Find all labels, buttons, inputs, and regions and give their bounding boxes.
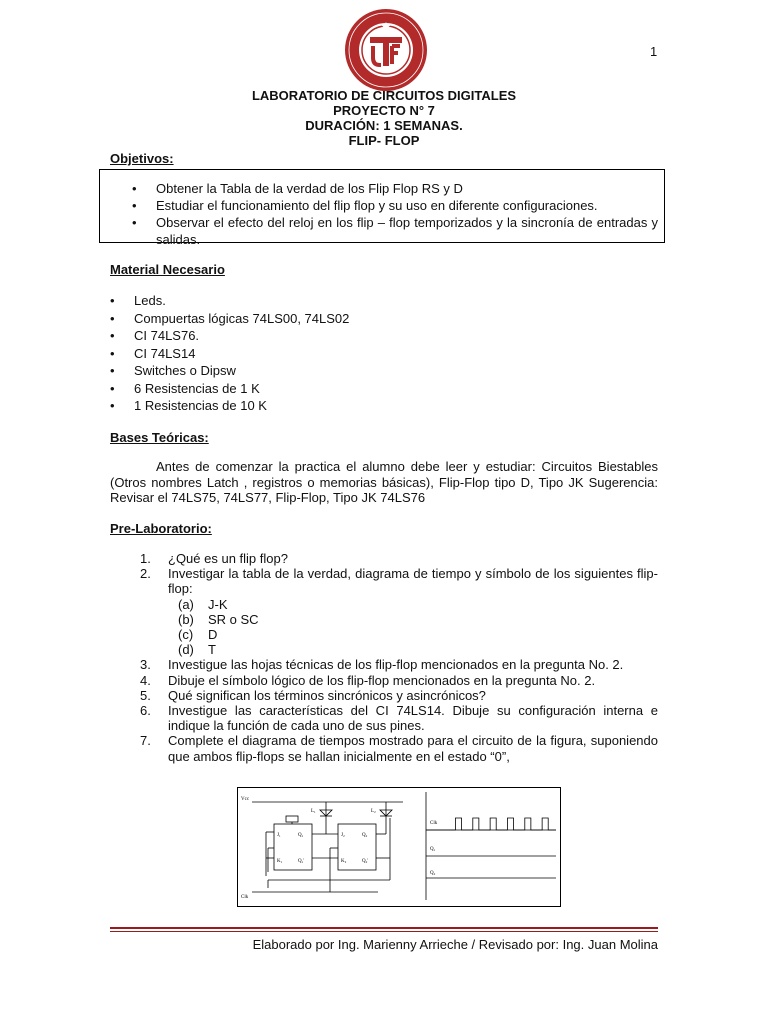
svg-text:K₁: K₁ <box>277 859 283 864</box>
list-item: • Leds. <box>110 292 610 310</box>
footer-rule-thin <box>110 931 658 932</box>
document-titles <box>0 88 768 148</box>
svg-text:L₂: L₂ <box>371 809 376 814</box>
timing-clk-label: Clk <box>430 821 438 826</box>
clock-waveform <box>426 818 556 830</box>
sub-item: (a) J-K <box>178 596 228 612</box>
list-item: 1. ¿Qué es un flip flop? <box>140 551 288 566</box>
bases-heading: Bases Teóricas: <box>110 430 209 445</box>
svg-text:K₂: K₂ <box>341 859 347 864</box>
prelab-heading: Pre-Laboratorio: <box>110 521 212 536</box>
list-item: • CI 74LS14 <box>110 345 610 363</box>
page-number: 1 <box>650 44 658 59</box>
list-item: 2. Investigar la tabla de la verdad, diagrama de tiempo y símbolo de los siguientes flip-flop: (a) J-K (b) SR o SC (c) D (d) T <box>140 566 658 658</box>
clk-input-label: Clk <box>241 895 249 900</box>
svg-text:Q₁: Q₁ <box>298 833 304 838</box>
svg-text:L₁: L₁ <box>311 809 316 814</box>
list-item: • 6 Resistencias de 1 K <box>110 380 610 398</box>
svg-text:Q₂': Q₂' <box>362 859 369 864</box>
topic-title: FLIP- FLOP <box>348 133 420 148</box>
list-item: 7. Complete el diagrama de tiempos mostrado para el circuito de la figura, suponiendo que ambos flip-flops se hallan inicialmente en el estado “0”, <box>140 733 658 764</box>
sub-item: (c) D <box>178 627 218 643</box>
circuit-diagram <box>238 788 559 905</box>
objectives-list <box>132 180 658 248</box>
list-item: • Observar el efecto del reloj en los flip – flop temporizados y la sincronía de entradas y salidas. <box>132 214 658 248</box>
list-item: • Obtener la Tabla de la verdad de los Flip Flop RS y D <box>132 180 658 197</box>
timing-q2-label: Q₂ <box>430 871 436 876</box>
project-number: PROYECTO N° 7 <box>333 103 435 118</box>
materials-heading: Material Necesario <box>110 262 225 277</box>
list-item: • Switches o Dipsw <box>110 362 610 380</box>
svg-text:Q₁': Q₁' <box>298 859 305 864</box>
list-item: • Compuertas lógicas 74LS00, 74LS02 <box>110 310 610 328</box>
list-item: 6. Investigue las características del CI 74LS14. Dibuje su configuración interna e indique la función de cada uno de sus pines. <box>140 703 658 734</box>
prelab-sublist <box>168 597 658 658</box>
timing-q1-label: Q₁ <box>430 847 436 852</box>
materials-list <box>110 292 610 415</box>
lab-title: LABORATORIO DE CIRCUITOS DIGITALES <box>251 88 517 103</box>
sub-item: (d) T <box>178 642 216 658</box>
svg-text:Q₂: Q₂ <box>362 833 368 838</box>
prelab-list <box>140 551 658 764</box>
svg-text:J₂: J₂ <box>341 833 345 838</box>
university-logo <box>340 8 432 92</box>
sub-item: (b) SR o SC <box>178 611 259 627</box>
list-item: • CI 74LS76. <box>110 327 610 345</box>
bases-paragraph <box>110 459 658 506</box>
footer-rule <box>110 927 658 929</box>
objectives-heading: Objetivos: <box>110 151 174 166</box>
bases-text: Antes de comenzar la practica el alumno debe leer y estudiar: Circuitos Biestables (Otros nombres Latch , registros o memorias básicas), Flip-Flop tipo D, Tipo JK Sugerencia: Revisar el 74LS75, 74LS77, Flip-Flop, Tipo JK 74LS76 <box>110 459 658 505</box>
svg-text:J₁: J₁ <box>277 833 281 838</box>
duration: DURACIÓN: 1 SEMANAS. <box>305 118 463 133</box>
list-item: 3. Investigue las hojas técnicas de los flip-flop mencionados en la pregunta No. 2. <box>140 657 624 673</box>
footer-credits: Elaborado por Ing. Marienny Arrieche / Revisado por: Ing. Juan Molina <box>252 937 658 952</box>
circuit-figure <box>237 787 561 907</box>
list-item: • Estudiar el funcionamiento del flip flop y su uso en diferente configuraciones. <box>132 197 658 214</box>
list-item: • 1 Resistencias de 10 K <box>110 397 610 415</box>
vcc-label: Vcc <box>241 797 250 802</box>
list-item: 5. Qué significan los términos sincrónicos y asincrónicos? <box>140 687 486 703</box>
list-item: 4. Dibuje el símbolo lógico de los flip-flop mencionados en la pregunta No. 2. <box>140 672 596 688</box>
